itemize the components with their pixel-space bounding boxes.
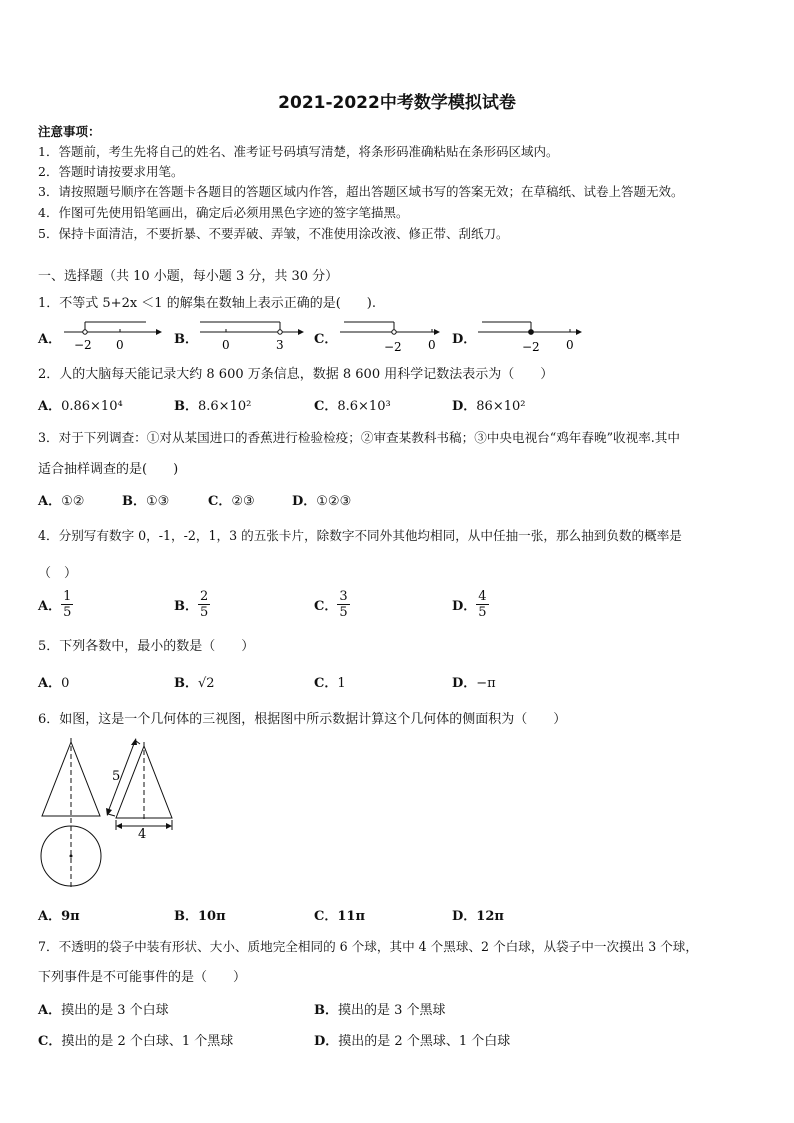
q4-option-d: D． $\frac{4}{5}$ [452,589,487,620]
tick-label: 0 [428,338,436,352]
section-heading: 一、选择题（共 10 小题，每小题 3 分，共 30 分） [38,269,339,284]
q5-option-b: B．√2 [174,676,215,691]
q6-option-b: B．10π [174,909,226,924]
tick-label: 0 [222,338,230,352]
q5-option-d: D．−π [452,676,496,691]
question-3-stem-line2: 适合抽样调查的是( ) [38,462,179,477]
tick-label: −2 [522,340,540,354]
tick-label: 0 [566,338,574,352]
question-3-stem-line1: 3．对于下列调查：①对从某国进口的香蕉进行检验检疫；②审查某教科书稿；③中央电视台“鸡年春晚”收视率.其中 [38,430,680,445]
question-7-stem-line2: 下列事件是不可能事件的是（ ） [38,970,247,985]
q2-option-d: D．86×10² [452,399,526,414]
notice-item: 3．请按照题号顺序在答题卡各题目的答题区域内作答，超出答题区域书写的答案无效；在草稿纸、试卷上答题无效。 [38,184,684,199]
q7-option-c: C．摸出的是 2 个白球、1 个黑球 [38,1034,234,1049]
notice-item: 1．答题前，考生先将自己的姓名、准考证号码填写清楚，将条形码准确粘贴在条形码区域内。 [38,144,559,159]
question-2-stem: 2．人的大脑每天能记录大约 8 600 万条信息，数据 8 600 用科学记数法表示为（ ） [38,367,554,382]
question-5-stem: 5．下列各数中，最小的数是（ ） [38,639,255,654]
q7-option-d: D．摸出的是 2 个黑球、1 个白球 [314,1034,511,1049]
page-title: 2021-2022中考数学模拟试卷 [278,93,516,113]
q3-option-b: B．①③ [122,494,170,509]
fraction: $\frac{3}{5}$ [339,589,348,620]
q1-number-line-a [58,316,168,356]
tick-label: 3 [276,338,284,352]
q4-option-a: A． $\frac{1}{5}$ [38,589,72,620]
base-length-label: 4 [138,827,147,842]
q4-option-c: C． $\frac{3}{5}$ [314,589,348,620]
notice-heading: 注意事项： [38,124,101,139]
q6-option-d: D．12π [452,909,504,924]
slant-length-label: 5 [112,769,121,784]
question-7-stem-line1: 7．不透明的袋子中装有形状、大小、质地完全相同的 6 个球，其中 4 个黑球、2 个白球，从袋子中一次摸出 3 个球， [38,939,698,954]
q1-option-a-label: A． [38,332,62,347]
q2-option-a: A．0.86×10⁴ [38,399,123,414]
q4-option-b: B． $\frac{2}{5}$ [174,589,209,620]
q6-option-a: A．9π [38,909,80,924]
q2-option-c: C．8.6×10³ [314,399,391,414]
fraction: $\frac{4}{5}$ [478,589,487,620]
tick-label: −2 [384,340,402,354]
notice-item: 4．作图可先使用铅笔画出，确定后必须用黑色字迹的签字笔描黑。 [38,205,409,220]
fraction: $\frac{1}{5}$ [63,589,72,620]
q1-option-c-label: C． [314,332,338,347]
notice-item: 2．答题时请按要求用笔。 [38,164,184,179]
q1-option-d-label: D． [452,332,477,347]
q1-number-line-b [196,316,311,356]
q3-option-c: C．②③ [208,494,255,509]
q2-option-b: B．8.6×10² [174,399,252,414]
tick-label: 0 [116,338,124,352]
question-4-stem-line2: （ ） [38,566,78,581]
question-1-stem: 1．不等式 5+2x ＜1 的解集在数轴上表示正确的是( ). [38,296,376,311]
q1-option-b-label: B． [174,332,198,347]
fraction: $\frac{2}{5}$ [200,589,209,620]
q7-option-a: A．摸出的是 3 个白球 [38,1003,169,1018]
q3-option-a: A．①② [38,494,85,509]
notice-item: 5．保持卡面清洁，不要折暴、不要弄破、弄皱，不准使用涂改液、修正带、刮纸刀。 [38,226,509,241]
q3-option-d: D．①②③ [292,494,352,509]
q5-option-c: C．1 [314,676,346,691]
tick-label: −2 [74,338,92,352]
q1-number-line-c [336,316,451,356]
q5-option-a: A．0 [38,676,70,691]
q1-number-line-d [474,316,589,356]
q7-option-b: B．摸出的是 3 个黑球 [314,1003,446,1018]
question-4-stem-line1: 4．分别写有数字 0，-1，-2，1，3 的五张卡片，除数字不同外其他均相同，从中任抽一张，那么抽到负数的概率是 [38,528,682,543]
q6-option-c: C．11π [314,909,365,924]
three-view-figure [36,736,186,892]
question-6-stem: 6．如图，这是一个几何体的三视图，根据图中所示数据计算这个几何体的侧面积为（ ） [38,712,567,727]
